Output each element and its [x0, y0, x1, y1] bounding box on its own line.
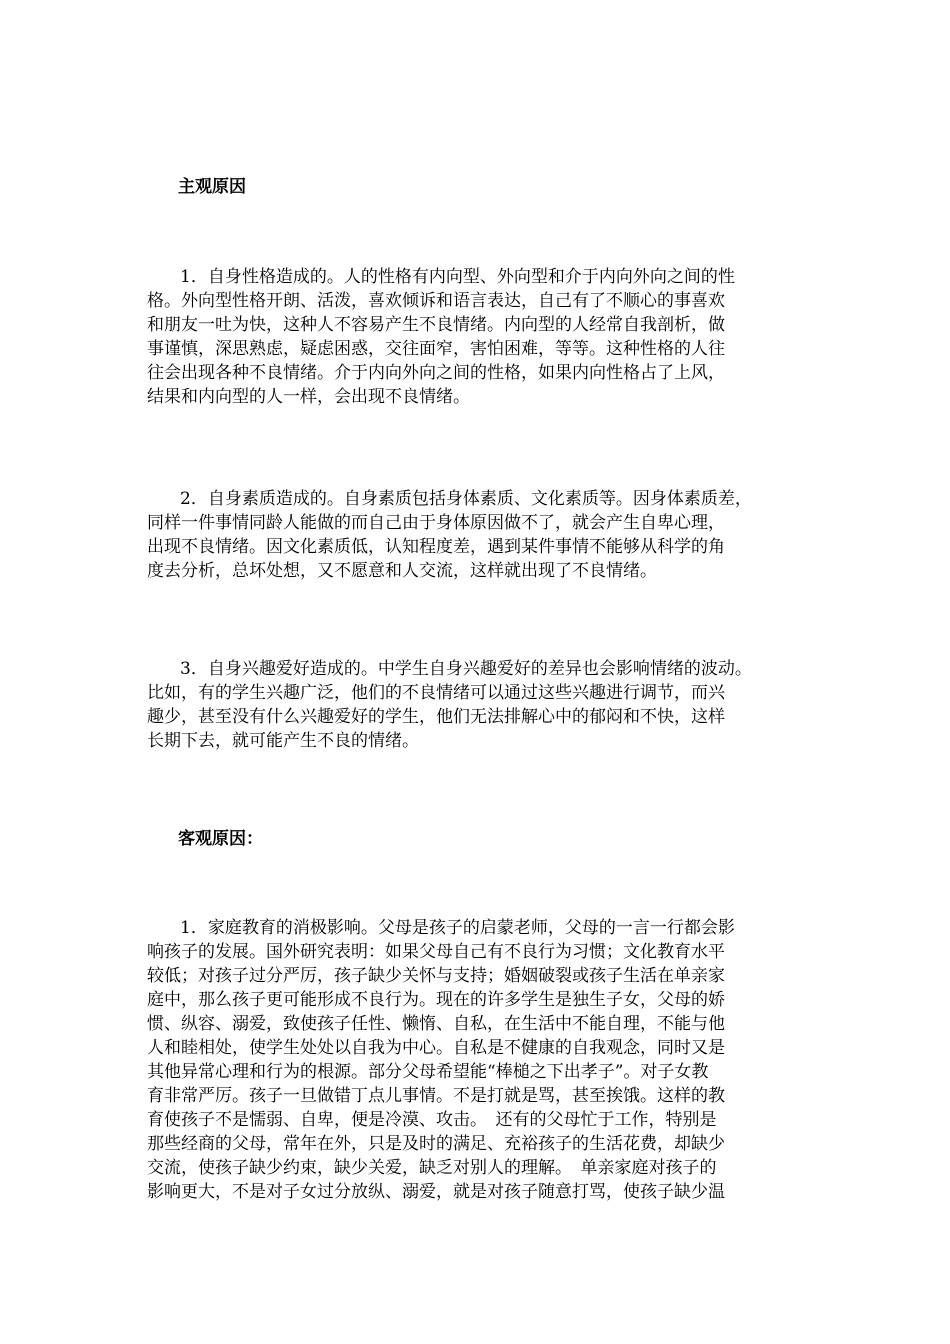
paragraph-personality — [147, 265, 815, 409]
text-line: 和朋友一吐为快，这种人不容易产生不良情绪。内向型的人经常自我剖析，做 — [147, 315, 725, 335]
text-line: 比如，有的学生兴趣广泛，他们的不良情绪可以通过这些兴趣进行调节，而兴 — [147, 683, 725, 703]
text-line: 结果和内向型的人一样，会出现不良情绪。 — [147, 387, 470, 407]
text-line: 长期下去，就可能产生不良的情绪。 — [147, 731, 419, 751]
paragraph-family-education — [147, 916, 815, 1204]
text-line: 1．家庭教育的消极影响。父母是孩子的启蒙老师，父母的一言一行都会影 — [180, 918, 735, 938]
text-line: 庭中，那么孩子更可能形成不良行为。现在的许多学生是独生子女，父母的娇 — [147, 990, 725, 1010]
paragraph-quality — [147, 487, 815, 583]
text-line: 度去分析，总坏处想，又不愿意和人交流，这样就出现了不良情绪。 — [147, 561, 657, 581]
text-line: 交流，使孩子缺少约束，缺少关爱，缺乏对别人的理解。 单亲家庭对孩子的 — [147, 1158, 717, 1178]
text-line: 较低；对孩子过分严厉，孩子缺少关怀与支持；婚姻破裂或孩子生活在单亲家 — [147, 966, 725, 986]
text-line: 趣少，甚至没有什么兴趣爱好的学生，他们无法排解心中的郁闷和不快，这样 — [147, 707, 725, 727]
text-line: 人和睦相处，使学生处处以自我为中心。自私是不健康的自我观念，同时又是 — [147, 1038, 725, 1058]
objective-heading: 客观原因： — [178, 829, 263, 849]
text-line: 往会出现各种不良情绪。介于内向外向之间的性格，如果内向性格占了上风， — [147, 363, 725, 383]
subjective-heading: 主观原因 — [178, 177, 246, 197]
text-line: 2．自身素质造成的。自身素质包括身体素质、文化素质等。因身体素质差， — [180, 489, 752, 509]
text-line: 1．自身性格造成的。人的性格有内向型、外向型和介于内向外向之间的性 — [180, 267, 735, 287]
paragraph-interests — [147, 657, 815, 753]
text-line: 同样一件事情同龄人能做的而自己由于身体原因做不了，就会产生自卑心理， — [147, 513, 725, 533]
text-line: 惯、纵容、溺爱，致使孩子任性、懒惰、自私，在生活中不能自理，不能与他 — [147, 1014, 725, 1034]
text-line: 出现不良情绪。因文化素质低，认知程度差，遇到某件事情不能够从科学的角 — [147, 537, 725, 557]
text-line: 事谨慎，深思熟虑，疑虑困惑，交往面窄，害怕困难，等等。这种性格的人往 — [147, 339, 725, 359]
text-line: 其他异常心理和行为的根源。部分父母希望能“棒槌之下出孝子”。对子女教 — [147, 1062, 709, 1082]
text-line: 育使孩子不是懦弱、自卑，便是冷漠、攻击。 还有的父母忙于工作，特别是 — [147, 1110, 717, 1130]
text-line: 那些经商的父母，常年在外，只是及时的满足、充裕孩子的生活花费，却缺少 — [147, 1134, 725, 1154]
text-line: 响孩子的发展。国外研究表明：如果父母自己有不良行为习惯；文化教育水平 — [147, 942, 725, 962]
text-line: 格。外向型性格开朗、活泼，喜欢倾诉和语言表达，自己有了不顺心的事喜欢 — [147, 291, 725, 311]
text-line: 3．自身兴趣爱好造成的。中学生自身兴趣爱好的差异也会影响情绪的波动。 — [180, 659, 752, 679]
text-line: 影响更大，不是对子女过分放纵、溺爱，就是对孩子随意打骂，使孩子缺少温 — [147, 1182, 725, 1202]
text-line: 育非常严厉。孩子一旦做错丁点儿事情。不是打就是骂，甚至挨饿。这样的教 — [147, 1086, 725, 1106]
